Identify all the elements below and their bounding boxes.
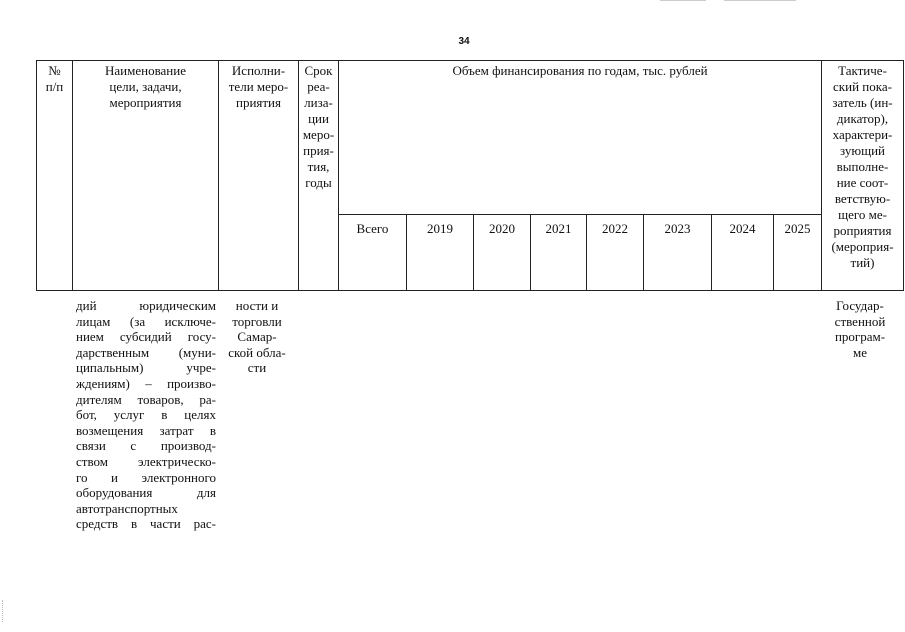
header-year-2022: 2022 [587,215,644,291]
indicator-line: Государ- [836,298,884,313]
header-term-line: Срок [304,63,333,78]
header-indicator-line: щего ме- [838,207,887,222]
header-name [73,61,219,291]
exec-line: торговли [232,313,282,329]
name-line: средств в части рас- [76,516,216,532]
header-term-line: реа- [307,79,330,94]
header-indicator-line: характери- [832,127,893,142]
continuation-name-column [76,298,216,532]
header-financing [339,61,822,215]
header-name-line: цели, задачи, [109,79,182,94]
name-line: нием субсидий госу- [76,329,216,345]
header-indicator-line: Тактиче- [838,63,887,78]
exec-line: ской обла- [228,344,286,360]
header-indicator [822,61,904,291]
header-indicator-line: зующий [840,143,885,158]
scan-edge-mark [2,600,7,622]
header-indicator-line: (мероприя- [831,239,894,254]
continuation-executors-column [218,298,296,376]
exec-line: ности и [235,298,279,313]
header-number-line: п/п [45,79,64,94]
header-total: Всего [339,215,407,291]
name-line: лицам (за исключе- [76,313,216,329]
top-scan-rule-1 [660,0,706,1]
header-financing-title: Объем финансирования по годам, тыс. рублей [452,63,708,78]
header-name-line: мероприятия [109,95,182,110]
header-term-line: ции [308,111,329,126]
name-line: дий юридическим [76,298,216,313]
name-line: ждениям) – произво- [76,375,216,391]
header-exec-line: тели меро- [228,79,289,94]
name-line: ципальным) учре- [76,360,216,376]
name-line: связи с производ- [76,438,216,454]
header-term [299,61,339,291]
header-term-line: тия, [307,159,330,174]
header-year-2023: 2023 [644,215,712,291]
name-line: автотранспортных [76,500,178,516]
header-year-2020: 2020 [474,215,531,291]
header-year-2024: 2024 [712,215,774,291]
header-year-2021: 2021 [531,215,587,291]
header-indicator-line: дикатор), [836,111,889,126]
header-indicator-line: ветствую- [834,191,891,206]
indicator-line: ме [853,344,867,360]
header-term-line: прия- [303,143,334,158]
header-term-line: лиза- [304,95,333,110]
header-indicator-line: ние соот- [836,175,889,190]
indicator-line: програм- [834,329,886,345]
header-indicator-line: выполне- [836,159,889,174]
header-indicator-line: затель (ин- [832,95,893,110]
header-indicator-line: ский пока- [833,79,892,94]
name-line: возмещения затрат в [76,422,216,438]
exec-line: сти [247,360,267,376]
name-line: оборудования для [76,485,216,501]
header-exec-line: приятия [235,95,281,110]
top-scan-rule-2 [724,0,796,1]
header-name-line: Наименование [105,63,186,78]
header-term-line: меро- [302,127,335,142]
financing-table-header [36,60,904,291]
indicator-line: ственной [834,313,886,329]
header-number [37,61,73,291]
header-number-line: № [48,63,61,78]
header-indicator-line: роприятия [833,223,892,238]
header-exec-line: Исполни- [231,63,286,78]
name-line: дарственным (муни- [76,344,216,360]
page-number: 34 [458,36,470,47]
name-line: дителям товаров, ра- [76,391,216,407]
continuation-indicator-column [826,298,894,360]
name-line: ством электрическо- [76,453,216,469]
header-year-2019: 2019 [407,215,474,291]
header-executors [219,61,299,291]
name-line: бот, услуг в целях [76,407,216,423]
exec-line: Самар- [237,329,277,345]
name-line: го и электронного [76,469,216,485]
header-year-2025: 2025 [774,215,822,291]
header-term-line: годы [305,175,332,190]
header-indicator-line: тий) [850,255,875,270]
